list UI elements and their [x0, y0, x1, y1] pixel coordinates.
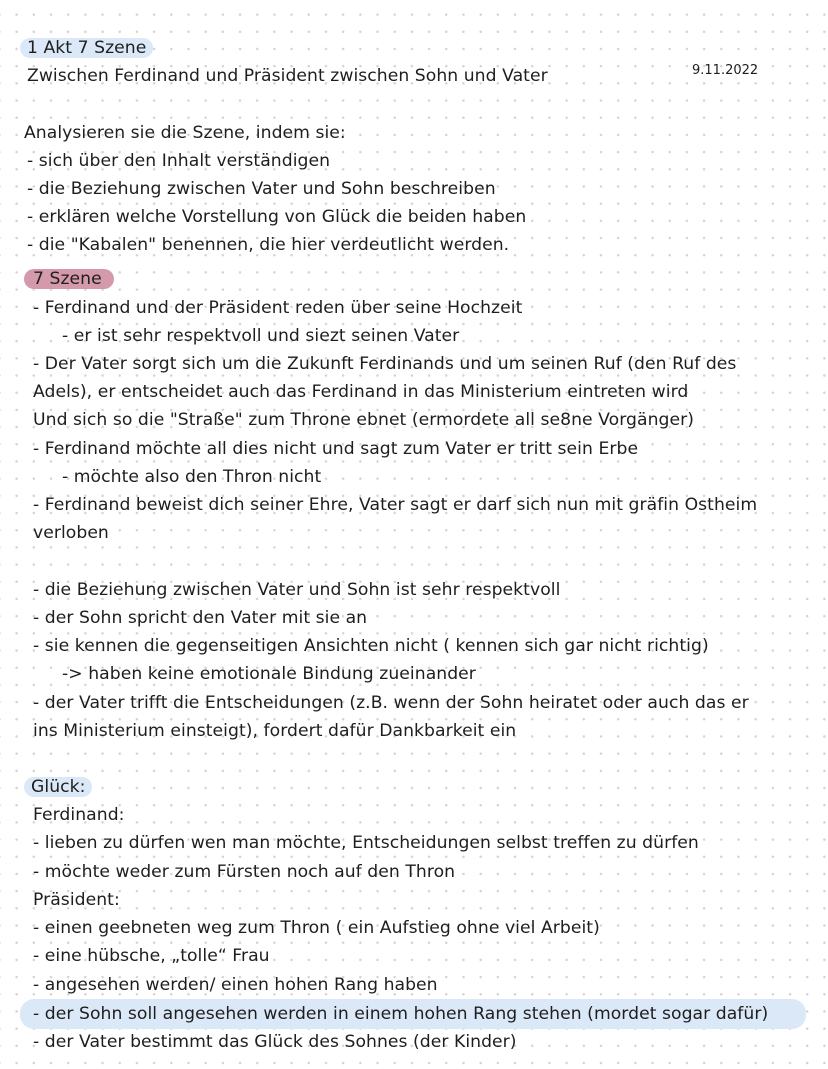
scene-line: Und sich so die "Straße" zum Throne ebnet (ermordete all se8ne Vorgänger) [33, 410, 694, 430]
happiness-heading-highlight: Glück: [24, 777, 92, 797]
relationship-line: - die Beziehung zwischen Vater und Sohn ist sehr respektvoll [33, 580, 561, 600]
task-item: - die "Kabalen" benennen, die hier verdeutlicht werden. [27, 235, 510, 255]
scene-line: - Ferdinand und der Präsident reden über seine Hochzeit [33, 298, 523, 318]
president-item: - einen geebneten weg zum Thron ( ein Aufstieg ohne viel Arbeit) [33, 918, 600, 938]
scene-heading [24, 267, 114, 291]
relationship-line: - sie kennen die gegenseitigen Ansichten nicht ( kennen sich gar nicht richtig) [33, 636, 709, 656]
task-item: - die Beziehung zwischen Vater und Sohn beschreiben [27, 179, 496, 199]
task-intro: Analysieren sie die Szene, indem sie: [24, 123, 346, 143]
date-label: 9.11.2022 [692, 63, 759, 78]
president-item: - der Vater bestimmt das Glück des Sohnes (der Kinder) [33, 1032, 517, 1052]
scene-line: - Der Vater sorgt sich um die Zukunft Ferdinands und um seinen Ruf (den Ruf des [33, 354, 737, 374]
president-item: - eine hübsche, „tolle“ Frau [33, 946, 270, 966]
scene-heading-highlight: 7 Szene [24, 269, 114, 289]
page-subtitle: Zwischen Ferdinand und Präsident zwischen Sohn und Vater [27, 66, 548, 86]
scene-line: verloben [33, 523, 109, 543]
page-title [20, 36, 153, 60]
scene-line: - Ferdinand beweist dich seiner Ehre, Vater sagt er darf sich nun mit gräfin Ostheim [33, 495, 758, 515]
relationship-line: ins Ministerium einsteigt), fordert dafür Dankbarkeit ein [33, 721, 517, 741]
president-item: - der Sohn soll angesehen werden in einem hohen Rang stehen (mordet sogar dafür) [33, 1004, 769, 1024]
relationship-line: - der Vater trifft die Entscheidungen (z.B. wenn der Sohn heiratet oder auch das er [33, 693, 749, 713]
scene-line: - möchte also den Thron nicht [62, 467, 322, 487]
relationship-line: - der Sohn spricht den Vater mit sie an [33, 608, 368, 628]
scene-line: - er ist sehr respektvoll und siezt seinen Vater [62, 326, 460, 346]
ferdinand-item: - lieben zu dürfen wen man möchte, Entscheidungen selbst treffen zu dürfen [33, 833, 699, 853]
ferdinand-label: Ferdinand: [33, 805, 125, 825]
relationship-line: -> haben keine emotionale Bindung zueinander [62, 664, 476, 684]
president-label: Präsident: [33, 890, 120, 910]
scene-line: Adels), er entscheidet auch das Ferdinand in das Ministerium eintreten wird [33, 382, 689, 402]
task-item: - sich über den Inhalt verständigen [27, 151, 331, 171]
president-item: - angesehen werden/ einen hohen Rang haben [33, 975, 438, 995]
task-item: - erklären welche Vorstellung von Glück die beiden haben [27, 207, 527, 227]
scene-line: - Ferdinand möchte all dies nicht und sagt zum Vater er tritt sein Erbe [33, 439, 639, 459]
title-highlight: 1 Akt 7 Szene [20, 38, 153, 58]
happiness-heading [24, 775, 92, 799]
ferdinand-item: - möchte weder zum Fürsten noch auf den Thron [33, 862, 456, 882]
